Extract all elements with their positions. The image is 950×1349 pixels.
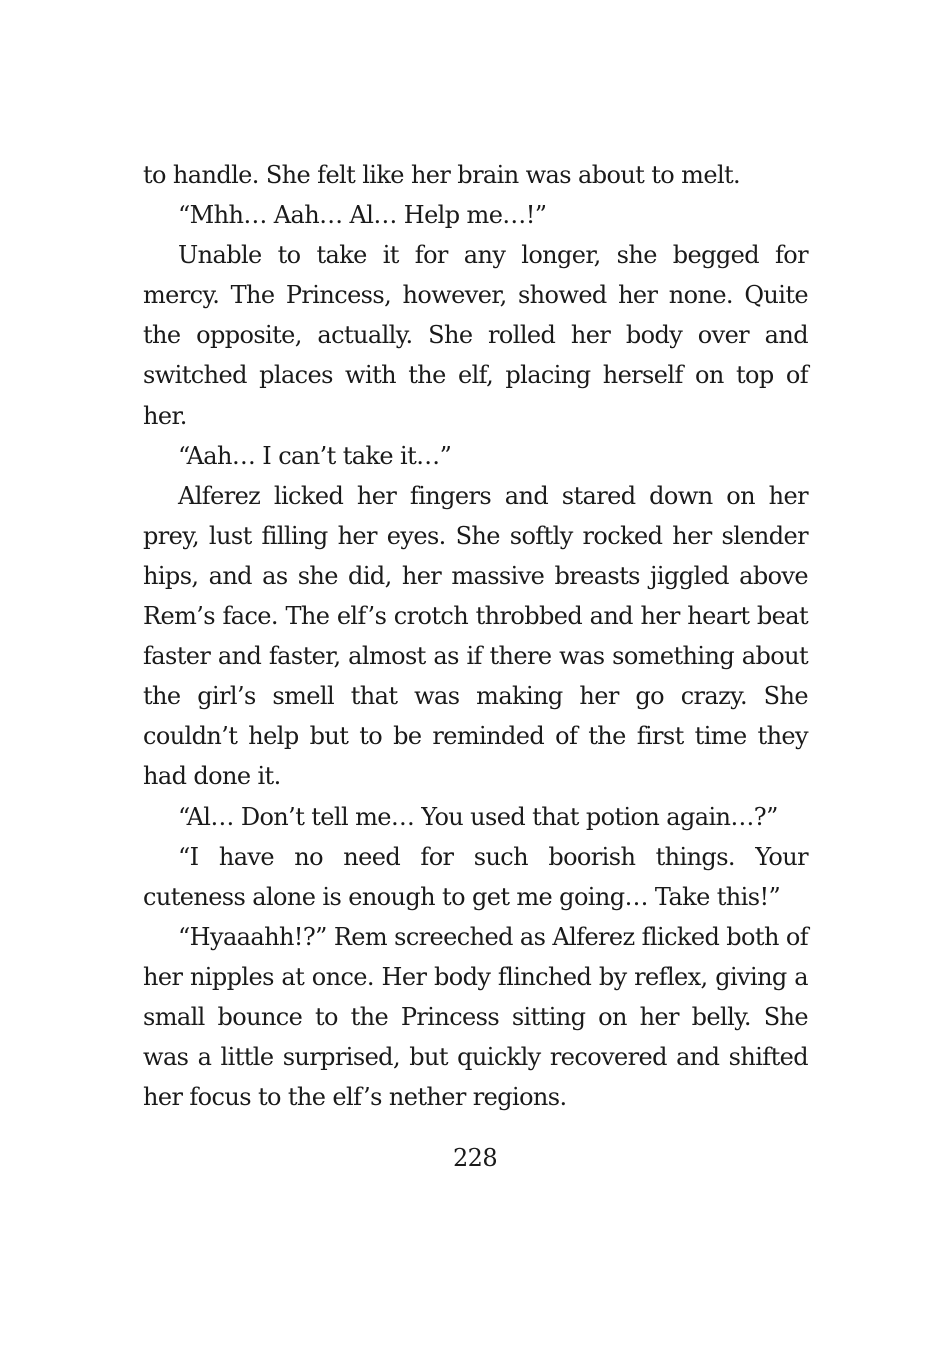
paragraph-continuation: to handle. She felt like her brain was about to melt. bbox=[143, 161, 741, 189]
paragraph-dialogue-potion: “Al… Don’t tell me… You used that potion again…?” bbox=[178, 802, 778, 831]
paragraph-dialogue-cant-take: “Aah… I can’t take it…” bbox=[178, 441, 452, 470]
paragraph-dialogue-help: “Mhh… Aah… Al… Help me…!” bbox=[178, 201, 547, 230]
page-number: 228 bbox=[452, 1144, 497, 1172]
paragraph-hyaaahh: “Hyaaahh!?” Rem screeched as Alferez flicked both of her nipples at once. Her body flinched by reflex, giving a small bounce to the Princess sitting on her belly. She was a little surprised, but quickly recovered and shifted her focus to the elf’s nether regions. bbox=[143, 922, 808, 1112]
paragraph-begged-mercy: Unable to take it for any longer, she begged for mercy. The Princess, however, showed her none. Quite the opposite, actually. She rolled her body over and switched places with the elf, placing herself on top of her. bbox=[143, 241, 808, 430]
paragraph-dialogue-cuteness: “I have no need for such boorish things. Your cuteness alone is enough to get me going… Take this!” bbox=[143, 842, 808, 911]
paragraph-alferez-licked: Alferez licked her fingers and stared down on her prey, lust filling her eyes. She softly rocked her slender hips, and as she did, her massive breasts jiggled above Rem’s face. The elf’s crotch throbbed and her heart beat faster and faster, almost as if there was something about the girl’s smell that was making her go crazy. She couldn’t help but to be reminded of the first time they had done it. bbox=[143, 481, 808, 791]
page-body bbox=[143, 155, 808, 1117]
